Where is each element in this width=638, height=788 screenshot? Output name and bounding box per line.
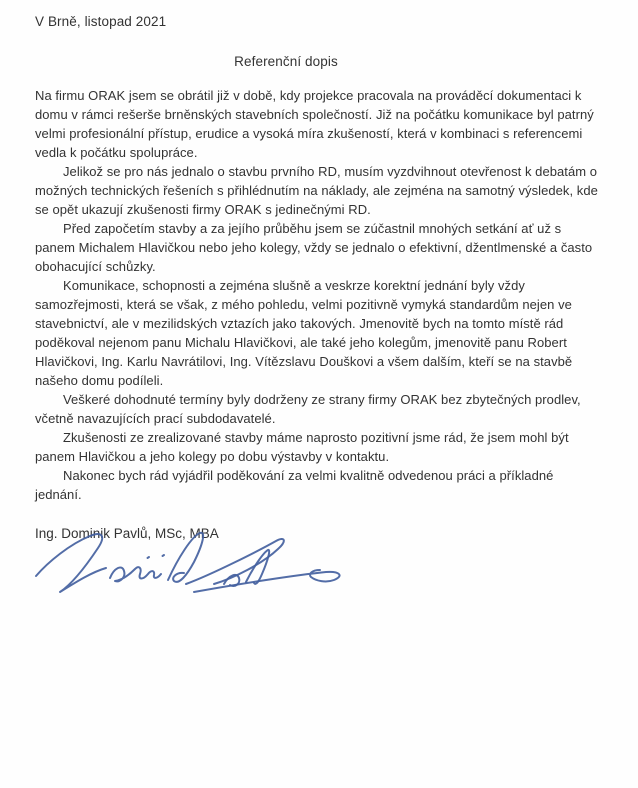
letter-title: Referenční dopis	[234, 54, 338, 69]
paragraph-7: Nakonec bych rád vyjádřil poděkování za velmi kvalitně odvedenou práci a příkladné jednání.	[35, 468, 554, 502]
title-row	[0, 53, 572, 71]
paragraph-5: Veškeré dohodnuté termíny byly dodrženy ze strany firmy ORAK bez zbytečných prodlev, včetně navazujících prací subdodavatelé.	[35, 392, 581, 426]
paragraph-4: Komunikace, schopnosti a zejména slušně a veskrze korektní jednání byly vždy samozřejmosti, která se však, z mého pohledu, velmi pozitivně vymyká standardům nejen ve stavebnictví, ale v mezilidských vztazích jako takových. Jmenovitě bych na tomto místě rád poděkoval nejenom panu Michalu Hlavičkovi, ale také jeho kolegům, jmenovitě panu Robert Hlavičkovi, Ing. Karlu Navrátilovi, Ing. Vítězslavu Douškovi a všem dalším, kteří se na stavbě našeho domu podíleli.	[35, 278, 573, 388]
paragraph-3: Před započetím stavby a za jejího průběhu jsem se zúčastnil mnohých setkání ať už s panem Michalem Hlavičkou nebo jeho kolegy, vždy se jednalo o efektivní, džentlmenské a často obohacující schůzky.	[35, 221, 593, 274]
paragraph-2: Jelikož se pro nás jednalo o stavbu prvního RD, musím vyzdvihnout otevřenost k debatám o možných technických řešeních s přihlédnutím na náklady, ale zejména na samotný výsledek, kde se opět ukazují zkušenosti firmy ORAK s jedinečnými RD.	[35, 164, 598, 217]
paragraph-1: Na firmu ORAK jsem se obrátil již v době, kdy projekce pracovala na prováděcí dokumentaci k domu v rámci rešerše brněnských stavebních společností. Již na počátku komunikace byl patrný velmi profesionální přístup, erudice a vysoká míra zkušeností, která v kombinaci s referencemi vedla k počátku spolupráce.	[35, 88, 594, 160]
paragraph-6: Zkušenosti ze zrealizované stavby máme naprosto pozitivní jsme rád, že jsem mohl být panem Hlavičkou a jeho kolegy po dobu výstavby v kontaktu.	[35, 430, 569, 464]
letter-body	[35, 86, 603, 504]
dateline: V Brně, listopad 2021	[35, 14, 167, 29]
signer-name: Ing. Dominik Pavlů, MSc, MBA	[35, 526, 219, 541]
